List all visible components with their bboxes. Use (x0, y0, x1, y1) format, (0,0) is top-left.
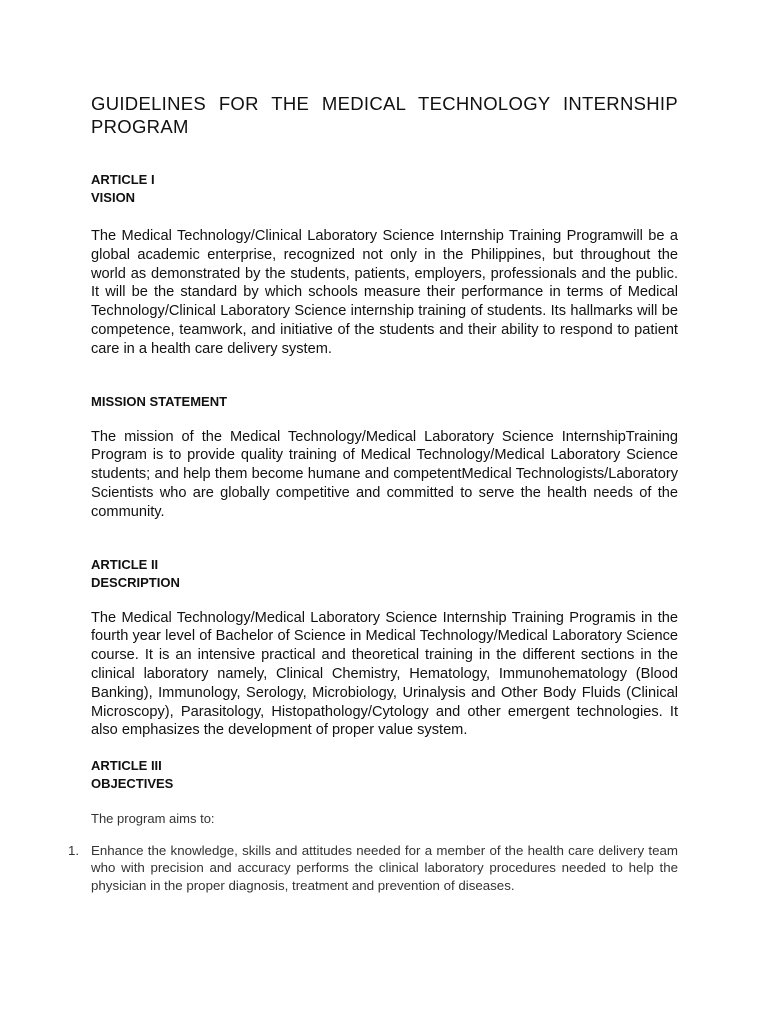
list-item-text: Enhance the knowledge, skills and attitudes needed for a member of the health care delivery team who with precision and accuracy performs the clinical laboratory procedures needed to help the physician in the proper diagnosis, treatment and prevention of diseases. (91, 843, 678, 893)
list-item (68, 842, 678, 894)
article-2-label: ARTICLE II (91, 556, 159, 572)
list-item-number: 1. (68, 843, 80, 858)
document-title: GUIDELINES FOR THE MEDICAL TECHNOLOGY INTERNSHIP PROGRAM (91, 93, 678, 137)
article-3-label: ARTICLE III (91, 758, 162, 774)
vision-paragraph: The Medical Technology/Clinical Laboratory Science Internship Training Programwill be a global academic enterprise, recognized not only in the Philippines, but throughout the world as demonstrated by the students, patients, employers, professionals and the public. It will be the standard by which schools measure their performance in terms of Medical Technology/Clinical Laboratory Science internship training of students. Its hallmarks will be competence, teamwork, and initiative of the students and their ability to respond to patient care in a health care delivery system. (91, 228, 678, 357)
article-1-heading: VISION (91, 190, 136, 205)
description-paragraph: The Medical Technology/Medical Laboratory Science Internship Training Programis in the fourth year level of Bachelor of Science in Medical Technology/Medical Laboratory Science course. It is an intensive practical and theoretical training in the different sections in the clinical laboratory namely, Clinical Chemistry, Hematology, Immunohematology (Blood Banking), Immunology, Serology, Microbiology, Urinalysis and Other Body Fluids (Clinical Microscopy), Parasitology, Histopathology/Cytology and other emergent technologies. It also emphasizes the development of proper value system. (91, 609, 678, 739)
mission-paragraph: The mission of the Medical Technology/Medical Laboratory Science InternshipTraining Program is to provide quality training of Medical Technology/Medical Laboratory Science students; and help them become humane and competentMedical Technologists/Laboratory Scientists who are globally competitive and committed to serve the health needs of the community. (91, 428, 678, 520)
mission-heading: MISSION STATEMENT (91, 393, 228, 409)
objectives-list (68, 842, 678, 894)
article-3-heading: OBJECTIVES (91, 776, 174, 792)
article-1-label: ARTICLE I (91, 172, 155, 187)
article-2-heading: DESCRIPTION (91, 574, 180, 590)
objectives-intro: The program aims to: (91, 811, 215, 827)
